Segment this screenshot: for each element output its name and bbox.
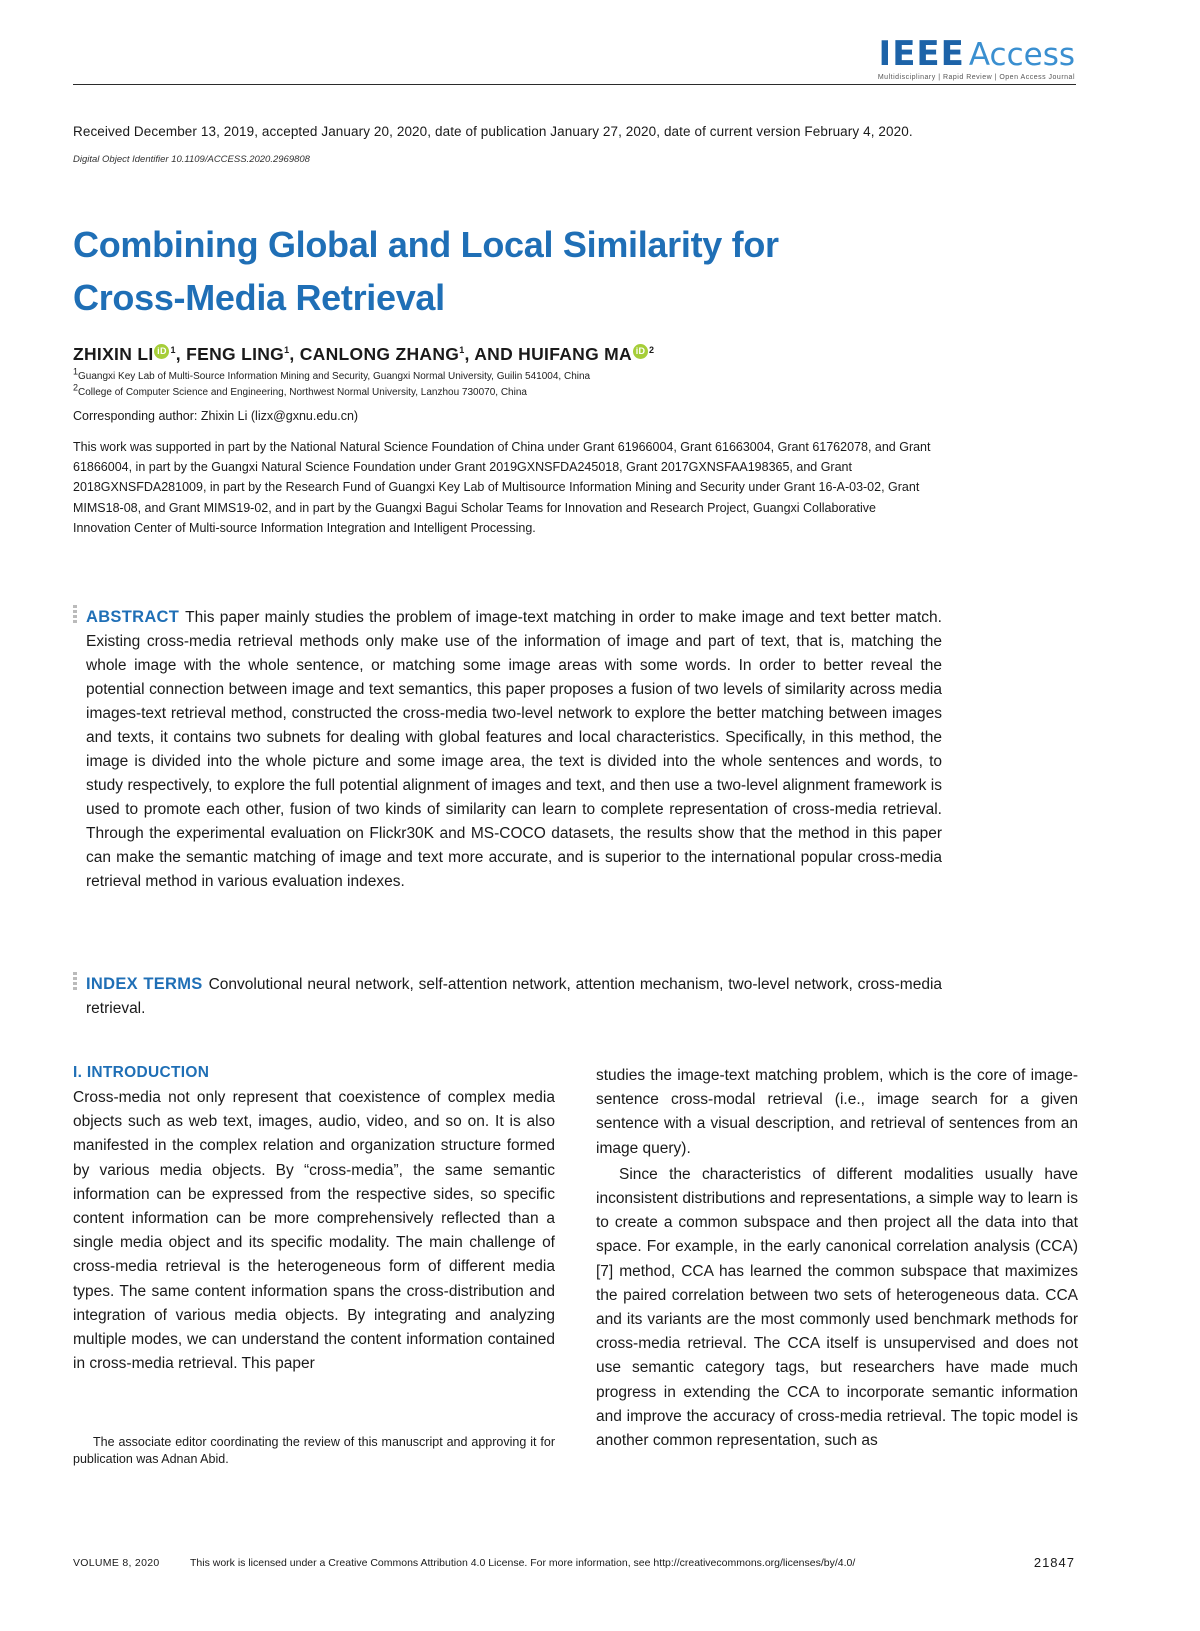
journal-logo [879,34,1075,74]
author-affiliation-mark: 1 [459,345,465,356]
author-name: , CANLONG ZHANG [289,344,460,364]
editor-footnote: The associate editor coordinating the review of this manuscript and approving it for publication was Adnan Abid. [73,1435,555,1466]
paragraph: studies the image-text matching problem, which is the core of image-sentence cross-modal retrieval (i.e., image search for a given sentence with a visual description, and retrieval of sentences from an image query). [596,1067,1078,1157]
author-name: , AND HUIFANG MA [464,344,632,364]
affiliation-2 [73,382,527,398]
abstract [86,605,942,894]
corresponding-author: Corresponding author: Zhixin Li (lizx@gxnu.edu.cn) [73,409,359,423]
logo-ieee: IEEE [878,34,965,74]
paragraph: Since the characteristics of different modalities usually have inconsistent distributions and representations, a simple way to learn is to create a common subspace and then project all the data into that space. For example, in the early canonical correlation analysis (CCA) [7] method, CCA has learned the common subspace that maximizes the paired correlation between two sets of heterogeneous data. CCA and its variants are the most commonly used benchmark methods for cross-media retrieval. The CCA itself is unsupervised and does not use semantic category tags, but researchers have made much progress in extending the CCA to incorporate semantic information and improve the accuracy of cross-media retrieval. The topic model is another common representation, such as [596,1165,1078,1450]
title-line-2: Cross-Media Retrieval [73,277,445,318]
funding-statement: This work was supported in part by the National Natural Science Foundation of China under Grant 61966004, Grant 61663004, Grant 61762078, and Grant 61866004, in part by the Guangxi Natural Science Foundation under Grant 2019GXNSFDA245018, Grant 2017GXNSFAA198365, and Grant 2018GXNSFDA281009, in part by the Research Fund of Guangxi Key Lab of Multisource Information Mining and Security under Grant 16-A-03-02, Grant MIMS18-08, and Grant MIMS19-02, and in part by the Guangxi Bagui Scholar Teams for Innovation and Research Project, Guangxi Collaborative Innovation Center of Multi-source Information Integration and Intelligent Processing. [73,440,931,535]
logo-access: Access [968,37,1075,73]
orcid-icon[interactable]: iD [154,344,169,359]
page-number: 21847 [1033,1555,1075,1570]
doi: Digital Object Identifier 10.1109/ACCESS.2020.2969808 [73,154,310,165]
abstract-heading: ABSTRACT [86,608,180,626]
logo-tagline: Multidisciplinary | Rapid Review | Open Access Journal [877,74,1075,81]
index-terms [86,972,942,1021]
paper-title [73,218,973,324]
title-line-1: Combining Global and Local Similarity for [73,224,779,265]
affiliation-number: 2 [73,382,79,393]
footer-license: This work is licensed under a Creative Commons Attribution 4.0 License. For more information, see http://creativecommons.org/licenses/by/4.0/ [190,1557,856,1569]
affiliation-text: College of Computer Science and Engineering, Northwest Normal University, Lanzhou 730070, China [78,387,527,398]
footer-volume: VOLUME 8, 2020 [73,1557,160,1569]
author-name: ZHIXIN LI [73,344,154,364]
index-terms-text: Convolutional neural network, self-attention network, attention mechanism, two-level network, cross-media retrieval. [86,976,943,1017]
orcid-icon[interactable]: iD [633,344,648,359]
author-affiliation-mark: 1 [284,345,290,356]
author-affiliation-mark: 2 [649,345,655,356]
right-column [596,1064,1078,1453]
section-heading: I. INTRODUCTION [73,1064,210,1081]
abstract-marker [73,605,77,625]
author-name: , FENG LING [175,344,285,364]
abstract-text: This paper mainly studies the problem of image-text matching in order to make image and text better match. Existing cross-media retrieval methods only make use of the information of image and part of text, that is, matching the whole image with the whole sentence, or matching some image areas with some words. In order to better reveal the potential connection between image and text semantics, this paper proposes a fusion of two levels of similarity across media images-text retrieval method, constructed the cross-media two-level network to explore the better matching between images and texts, it contains two subnets for dealing with global features and local characteristics. Specifically, in this method, the image is divided into the whole picture and some image area, the text is divided into the whole sentences and words, to study respectively, to explore the full potential alignment of images and text, and then use a two-level alignment framework is used to promote each other, fusion of two kinds of similarity can learn to complete representation of cross-media retrieval. Through the experimental evaluation on Flickr30K and MS-COCO datasets, the results show that the method in this paper can make the semantic matching of image and text more accurate, and is superior to the international popular cross-media retrieval method in various evaluation indexes. [86,609,942,890]
index-terms-heading: INDEX TERMS [86,975,203,993]
author-list [73,344,654,365]
header-divider [73,84,1076,85]
left-column [73,1064,555,1376]
affiliation-text: Guangxi Key Lab of Multi-Source Information Mining and Security, Guangxi Normal University, Guilin 541004, China [78,371,591,382]
paragraph: Cross-media not only represent that coexistence of complex media objects such as web text, images, audio, video, and so on. It is also manifested in the complex relation and organization structure formed by various media objects. By “cross-media”, the same semantic information can be expressed from the respective sides, so specific content information can be more comprehensively reflected than a single media object and its specific modality. The main challenge of cross-media retrieval is the heterogeneous form of different media types. The same content information spans the cross-distribution and integration of various media objects. By integrating and analyzing multiple modes, we can understand the content information contained in cross-media retrieval. This paper [73,1089,555,1373]
affiliation-number: 1 [73,366,79,377]
affiliation-1 [73,366,591,382]
received-dates: Received December 13, 2019, accepted January 20, 2020, date of publication January 27, 2020, date of current version February 4, 2020. [73,124,913,139]
index-terms-marker [73,972,77,992]
author-affiliation-mark: 1 [170,345,176,356]
